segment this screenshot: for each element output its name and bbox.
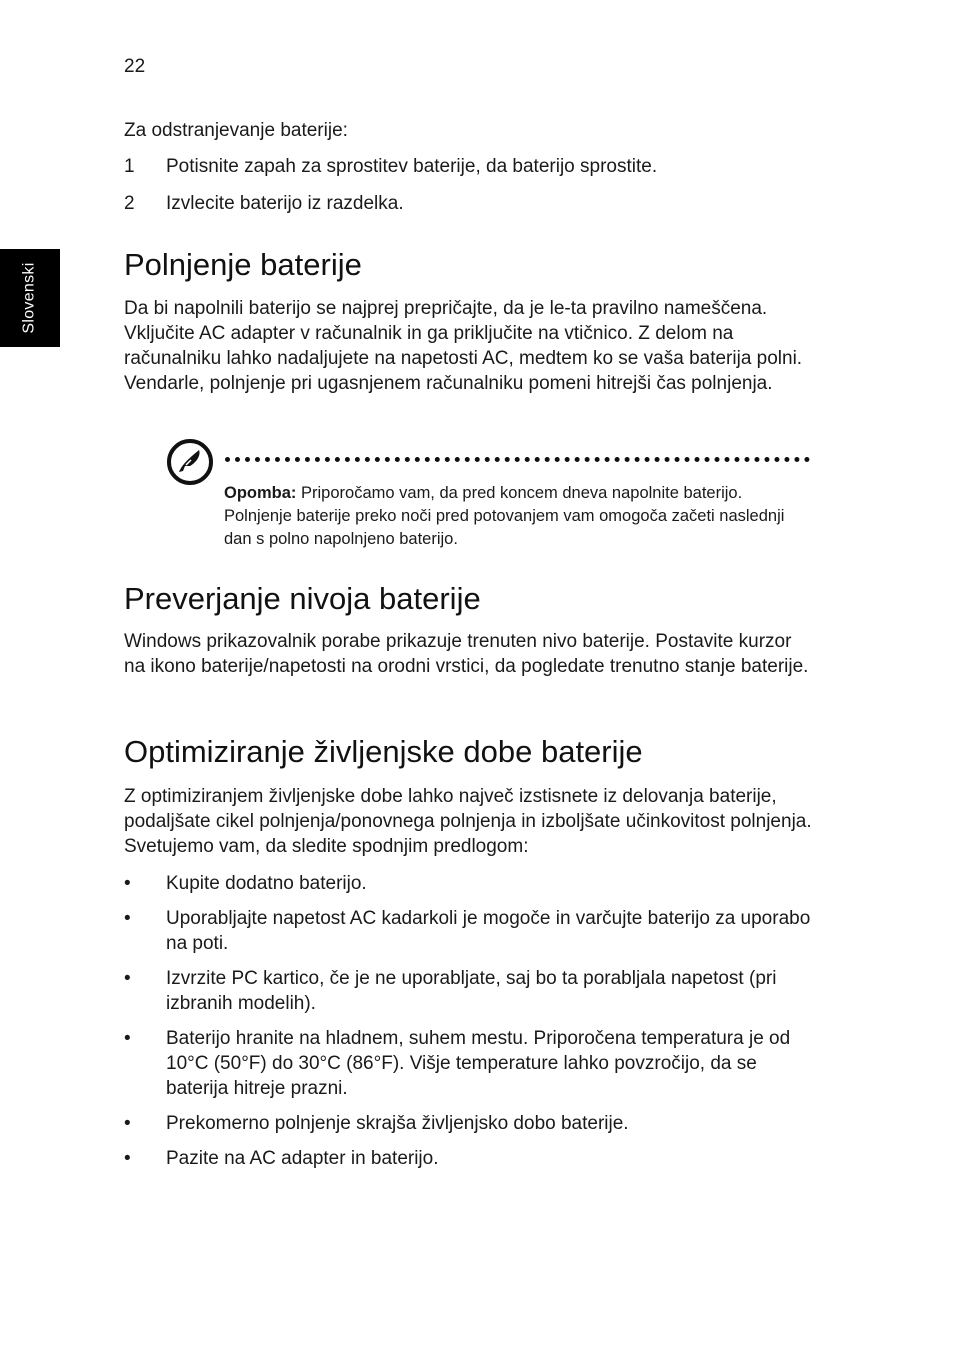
list-item-text: Prekomerno polnjenje skrajša življenjsko dobo baterije. — [166, 1113, 629, 1134]
section-body: Z optimiziranjem življenjske dobe lahko največ izstisnete iz delovanja baterije, podaljšate cikel polnjenja/ponovnega polnjenja in izboljšate učinkovitost polnjenja. Svetujemo vam, da sledite spodnjim predlogom: — [124, 786, 812, 857]
note-pen-icon — [166, 438, 214, 486]
list-item — [124, 1146, 814, 1171]
step-text: Izvlecite baterijo iz razdelka. — [166, 193, 404, 214]
language-label: Slovenski — [21, 262, 38, 334]
list-item-text: Kupite dodatno baterijo. — [166, 873, 367, 894]
step-number: 1 — [124, 156, 135, 177]
removal-intro: Za odstranjevanje baterije: — [124, 120, 348, 141]
bullet-marker: • — [124, 968, 131, 989]
list-item — [124, 966, 814, 1016]
bullet-marker: • — [124, 873, 131, 894]
list-item — [124, 1111, 814, 1136]
list-item-text: Pazite na AC adapter in baterijo. — [166, 1148, 439, 1169]
section-heading: Optimiziranje življenjske dobe baterije — [124, 734, 643, 769]
bullet-marker: • — [124, 1148, 131, 1169]
page-number: 22 — [124, 56, 146, 77]
list-item-text: Izvrzite PC kartico, če je ne uporabljate, saj bo ta porabljala napetost (pri izbranih modelih). — [166, 968, 777, 1014]
list-item — [124, 871, 814, 896]
section-body: Windows prikazovalnik porabe prikazuje trenuten nivo baterije. Postavite kurzor na ikono baterije/napetosti na orodni vrstici, da pogledate trenutno stanje baterije. — [124, 631, 809, 677]
language-side-tab — [0, 249, 60, 347]
tips-list — [124, 871, 814, 1181]
section-heading: Polnjenje baterije — [124, 247, 362, 282]
bullet-marker: • — [124, 1113, 131, 1134]
bullet-marker: • — [124, 908, 131, 929]
list-item — [124, 906, 814, 956]
list-item-text: Uporabljajte napetost AC kadarkoli je mogoče in varčujte baterijo za uporabo na poti. — [166, 908, 811, 954]
note-body: Priporočamo vam, da pred koncem dneva napolnite baterijo. Polnjenje baterije preko noči pred potovanjem vam omogoča začeti naslednji dan s polno napolnjeno baterijo. — [224, 484, 785, 548]
note-text — [224, 482, 814, 551]
section-body: Da bi napolnili baterijo se najprej prepričajte, da je le-ta pravilno nameščena. Vključite AC adapter v računalnik in ga priključite na vtičnico. Z delom na računalniku lahko nadaljujete na napetosti AC, medtem ko se vaša baterija polni. Vendarle, polnjenje pri ugasnjenem računalniku pomeni hitrejši čas polnjenja. — [124, 298, 803, 394]
step-number: 2 — [124, 193, 135, 214]
list-item-text: Baterijo hranite na hladnem, suhem mestu. Priporočena temperatura je od 10°C (50°F) do 30°C (86°F). Višje temperature lahko povzročijo, da se baterija hitreje prazni. — [166, 1028, 791, 1099]
step-text: Potisnite zapah za sprostitev baterije, da baterijo sprostite. — [166, 156, 658, 177]
bullet-marker: • — [124, 1028, 131, 1049]
note-label: Opomba: — [224, 484, 297, 502]
list-item — [124, 1026, 814, 1101]
section-heading: Preverjanje nivoja baterije — [124, 581, 481, 616]
note-divider — [225, 457, 810, 462]
